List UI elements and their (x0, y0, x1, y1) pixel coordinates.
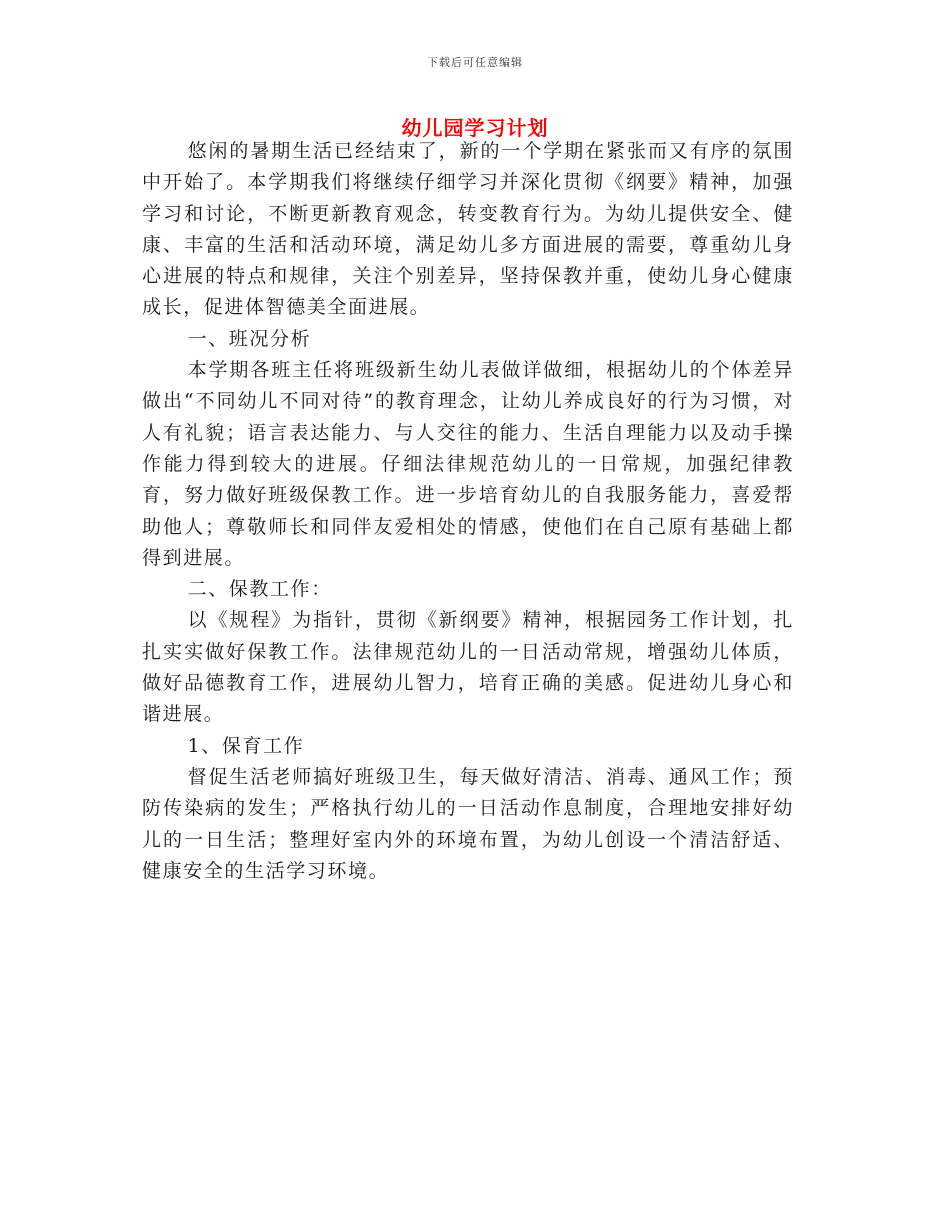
document-body (142, 136, 794, 887)
heading-childcare-work: 1、保育工作 (187, 734, 305, 757)
document-title: 幼儿园学习计划 (401, 116, 549, 140)
paragraph-intro: 悠闲的暑期生活已经结束了，新的一个学期在紧张而又有序的氛围中开始了。本学期我们将继续仔细学习并深化贯彻《纲要》精神，加强学习和讨论，不断更新教育观念，转变教育行为。为幼儿提供安全、健康、丰富的生活和活动环境，满足幼儿多方面进展的需要，尊重幼儿身心进展的特点和规律，关注个别差异，坚持保教并重，使幼儿身心健康成长，促进体智德美全面进展。 (142, 140, 794, 319)
paragraph-class-analysis: 本学期各班主任将班级新生幼儿表做详做细，根据幼儿的个体差异做出“不同幼儿不同对待”的教育理念，让幼儿养成良好的行为习惯，对人有礼貌；语言表达能力、与人交往的能力、生活自理能力以及动手操作能力得到较大的进展。仔细法律规范幼儿的一日常规，加强纪律教育，努力做好班级保教工作。进一步培育幼儿的自我服务能力，喜爱帮助他人；尊敬师长和同伴友爱相处的情感，使他们在自己原有基础上都得到进展。 (142, 359, 794, 569)
paragraph-care-education: 以《规程》为指针，贯彻《新纲要》精神，根据园务工作计划，扎扎实实做好保教工作。法律规范幼儿的一日活动常规，增强幼儿体质，做好品德教育工作，进展幼儿智力，培育正确的美感。促进幼儿身心和谐进展。 (142, 609, 794, 726)
header-note: 下载后可任意编辑 (427, 56, 523, 69)
paragraph-childcare-work: 督促生活老师搞好班级卫生，每天做好清洁、消毒、通风工作；预防传染病的发生；严格执行幼儿的一日活动作息制度，合理地安排好幼儿的一日生活；整理好室内外的环境布置，为幼儿创设一个清洁舒适、健康安全的生活学习环境。 (142, 765, 794, 882)
heading-care-education: 二、保教工作： (187, 578, 332, 601)
heading-class-analysis: 一、班况分析 (187, 327, 312, 350)
